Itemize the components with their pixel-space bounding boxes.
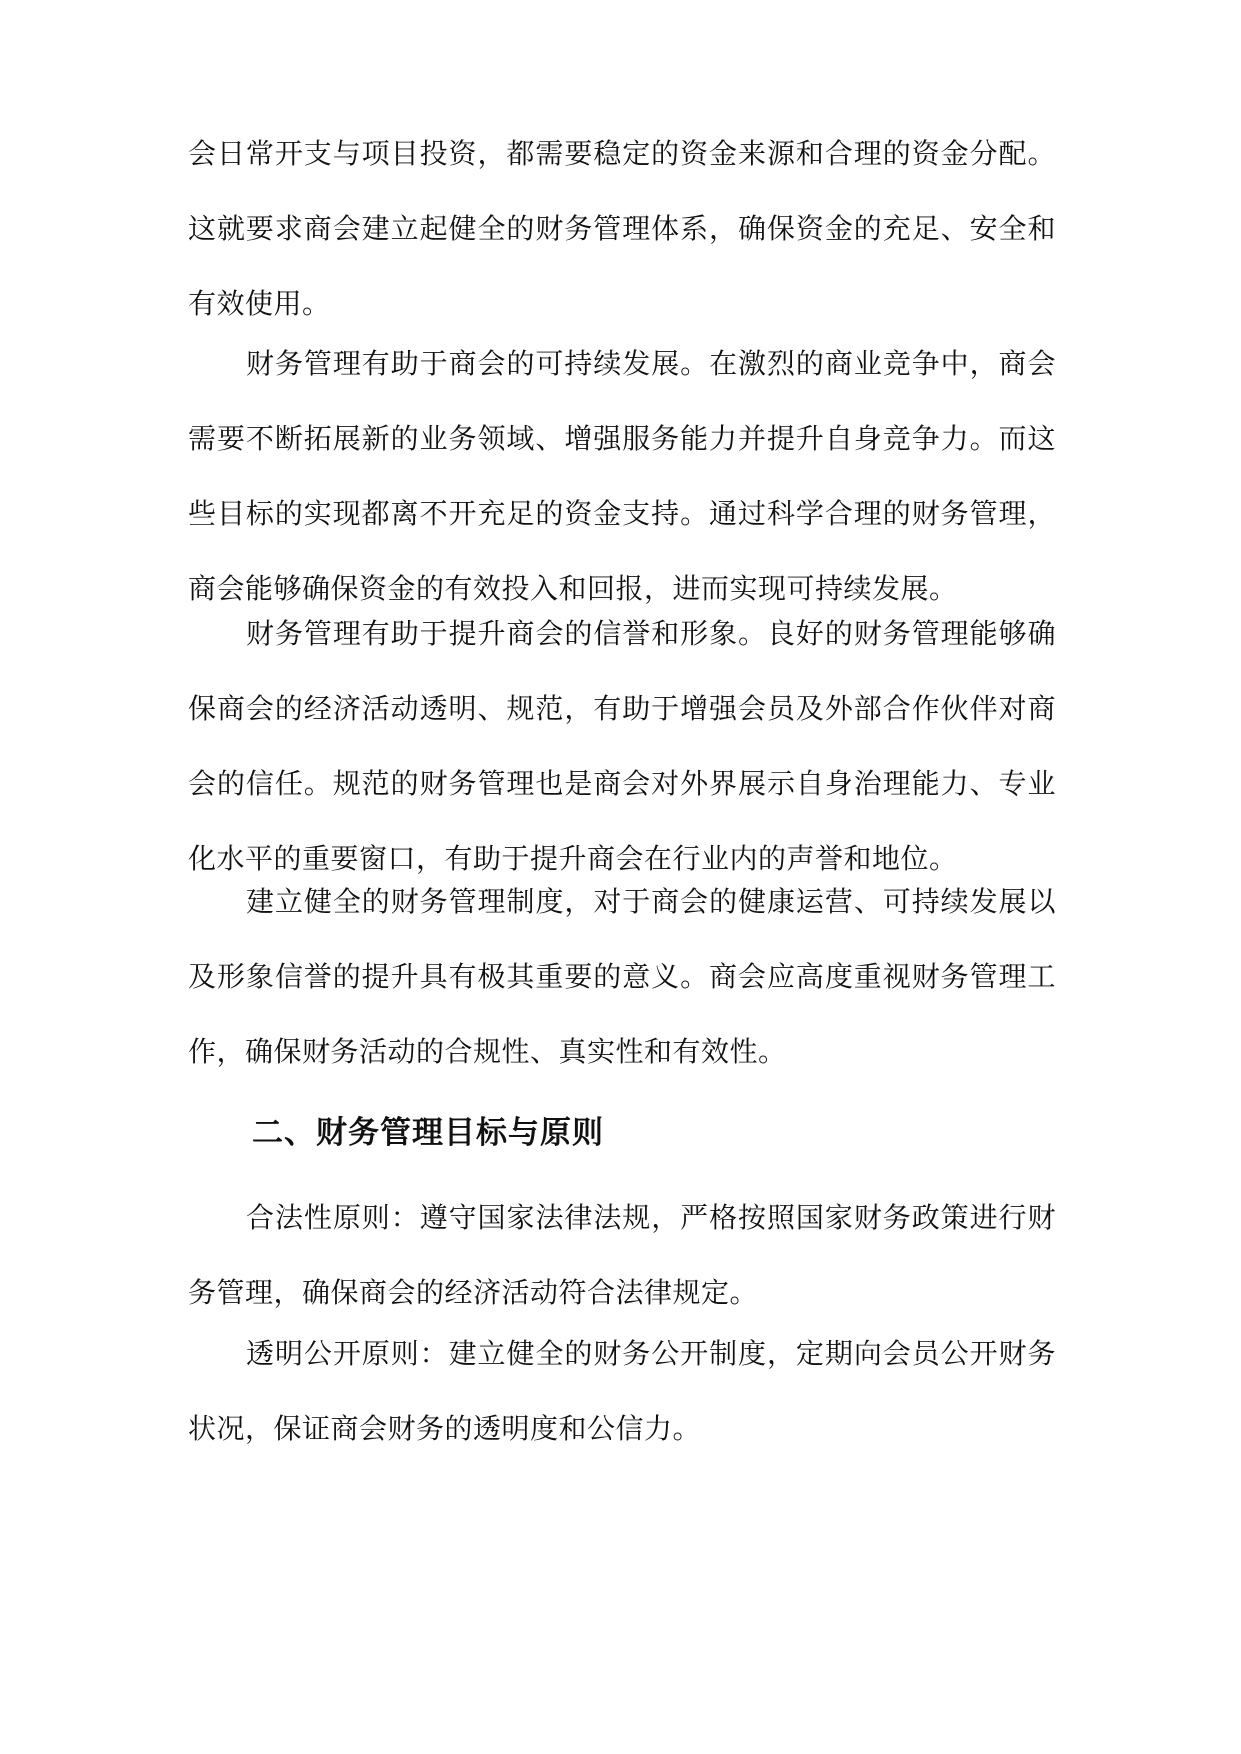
paragraph-sustainable-development: 财务管理有助于商会的可持续发展。在激烈的商业竞争中，商会需要不断拓展新的业务领域、增强服务能力并提升自身竞争力。而这些目标的实现都离不开充足的资金支持。通过科学合理的财务管理，商会能够确保资金的有效投入和回报，进而实现可持续发展。 <box>188 347 1056 605</box>
paragraph-reputation-image: 财务管理有助于提升商会的信誉和形象。良好的财务管理能够确保商会的经济活动透明、规范，有助于增强会员及外部合作伙伴对商会的信任。规范的财务管理也是商会对外界展示自身治理能力、专业化水平的重要窗口，有助于提升商会在行业内的声誉和地位。 <box>188 617 1056 875</box>
principle-legality: 合法性原则：遵守国家法律法规，严格按照国家财务政策进行财务管理，确保商会的经济活动符合法律规定。 <box>188 1201 1056 1309</box>
principle-transparency: 透明公开原则：建立健全的财务公开制度，定期向会员公开财务状况，保证商会财务的透明度和公信力。 <box>188 1337 1056 1445</box>
section-heading: 二、财务管理目标与原则 <box>252 1115 604 1151</box>
paragraph-conclusion: 建立健全的财务管理制度，对于商会的健康运营、可持续发展以及形象信誉的提升具有极其重要的意义。商会应高度重视财务管理工作，确保财务活动的合规性、真实性和有效性。 <box>188 885 1056 1068</box>
paragraph-continuation: 会日常开支与项目投资，都需要稳定的资金来源和合理的资金分配。这就要求商会建立起健全的财务管理体系，确保资金的充足、安全和有效使用。 <box>188 137 1056 320</box>
